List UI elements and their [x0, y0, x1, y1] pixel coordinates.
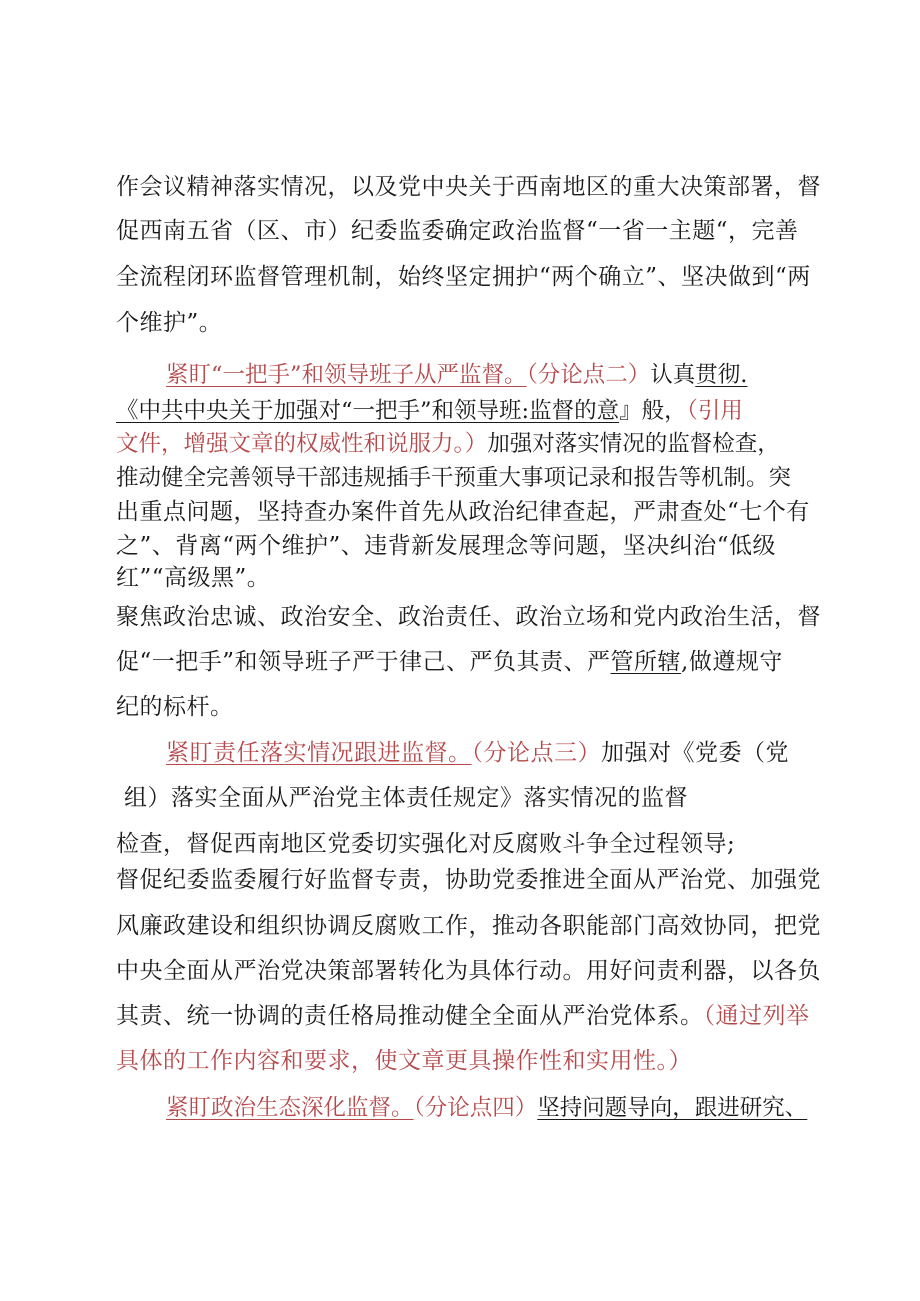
text-run: 』般，	[619, 398, 687, 424]
text-run: 其责、统一协调的责任格局推动健全全面从严治党体系。	[116, 1003, 704, 1029]
paragraph-4-line-5: 风廉政建设和组织协调反腐败工作，推动各职能部门高效协同，把党	[116, 913, 821, 939]
text-run-underlined: 管所辖	[610, 649, 682, 675]
paragraph-1-line-1: 作会议精神落实情况，以及党中央关于西南地区的重大决策部署，督	[116, 174, 821, 200]
annotation-5: （分论点四）	[413, 1095, 538, 1121]
text-run: ,做遵规守	[681, 649, 783, 675]
paragraph-4-line-7	[116, 1001, 810, 1031]
paragraph-2-line-2	[116, 396, 743, 426]
text-run-underlined: 贯彻.	[695, 362, 748, 388]
paragraph-2-line-6: 之”、背离“两个维护”、违背新发展理念等问题，坚决纠治“低级	[116, 533, 777, 559]
paragraph-3-line-2	[116, 647, 783, 677]
paragraph-2-line-3	[116, 429, 780, 459]
paragraph-2-line-7: 红”“高级黑”。	[116, 565, 271, 591]
paragraph-5-line-1	[166, 1093, 807, 1123]
annotation-cite-cont: 文件，增强文章的权威性和说服力。）	[116, 431, 488, 457]
paragraph-1-line-3: 全流程闭环监督管理机制，始终坚定拥护“两个确立”、坚决做到“两	[116, 264, 811, 290]
paragraph-1-line-4: 个维护”。	[116, 310, 223, 336]
cited-document-title: 《中共中央关于加强对“一把手”和领导班:监督的意	[116, 398, 620, 424]
text-run: 促“一把手”和领导班子严于律己、严负其责、严	[116, 649, 611, 675]
paragraph-2-line-4: 推动健全完善领导干部违规插手干预重大事项记录和报告等机制。突	[116, 465, 792, 491]
text-run-underlined: 坚持问题导向，跟进研究、	[537, 1095, 808, 1121]
annotation-4: （通过列举	[703, 1003, 810, 1029]
paragraph-2-line-5: 出重点问题，坚持查办案件首先从政治纪律查起，严肃查处“七个有	[116, 499, 810, 525]
paragraph-4-line-6: 中央全面从严治党决策部署转化为具体行动。用好问责利器，以各负	[116, 958, 821, 984]
text-run: 加强对落实情况的监督检查，	[487, 431, 780, 457]
paragraph-3-line-1: 聚焦政治忠诚、政治安全、政治责任、政治立场和党内政治生活，督	[116, 604, 821, 630]
paragraph-3-line-3: 纪的标杆。	[116, 694, 234, 720]
paragraph-4-line-8	[116, 1046, 692, 1076]
paragraph-4-line-2: 组）落实全面从严治党主体责任规定》落实情况的监督	[124, 785, 688, 811]
annotation-4-cont: 具体的工作内容和要求，使文章更具操作性和实用性。）	[116, 1048, 692, 1074]
subheading-2: 紧盯“一把手”和领导班子从严监督。	[166, 362, 527, 388]
subheading-3: 紧盯责任落实情况跟进监督。	[166, 740, 472, 766]
annotation-3: （分论点三）	[471, 740, 601, 766]
paragraph-4-line-3: 检查，督促西南地区党委切实强化对反腐败斗争全过程领导;	[116, 831, 736, 857]
annotation-2: （分论点二）	[526, 362, 651, 388]
paragraph-4-line-1	[166, 738, 789, 768]
paragraph-2-line-1	[166, 360, 747, 390]
subheading-4: 紧盯政治生态深化监督。	[166, 1095, 414, 1121]
annotation-cite: （引用	[686, 398, 743, 424]
paragraph-4-line-4: 督促纪委监委履行好监督专责，协助党委推进全面从严治党、加强党	[116, 867, 821, 893]
paragraph-1-line-2: 促西南五省（区、市）纪委监委确定政治监督“一省一主题“，完善	[116, 218, 799, 244]
text-run: 加强对《党委（党	[601, 740, 789, 766]
text-run: 认真	[650, 362, 696, 388]
